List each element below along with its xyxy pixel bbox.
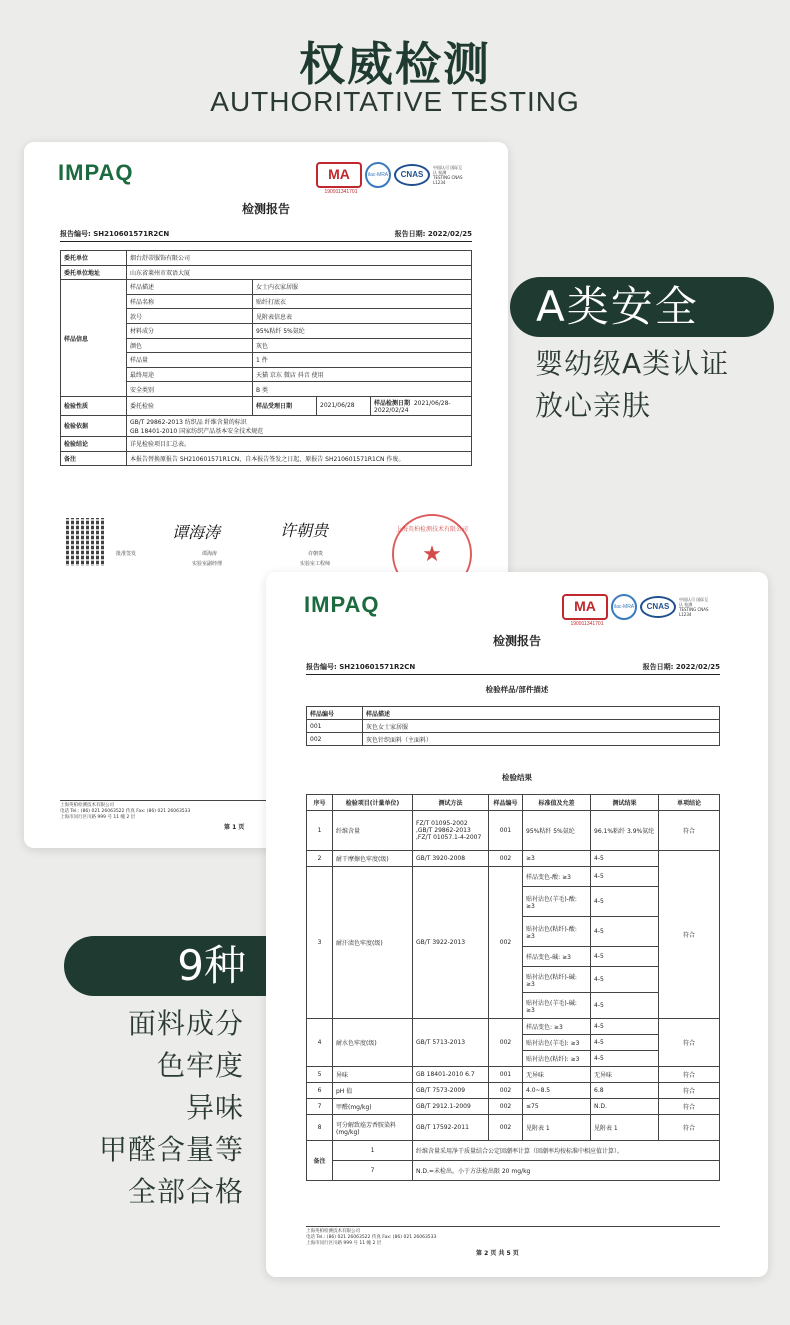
cell: 符合 xyxy=(659,851,720,1019)
cell: 002 xyxy=(489,1115,523,1141)
report-meta xyxy=(60,229,472,242)
cell: 颜色 xyxy=(127,338,253,353)
a-class-line-2: 放心亲肤 xyxy=(535,389,652,422)
nine-items-line-2: 色牢度 xyxy=(156,1049,244,1082)
cell: 4 xyxy=(307,1019,333,1067)
cell: 检验结论 xyxy=(61,436,127,451)
cell: GB/T 17592-2011 xyxy=(413,1115,489,1141)
cell: 详见检验项目汇总表。 xyxy=(127,436,472,451)
cell: N.D.=未检出，小于方法检出限 20 mg/kg xyxy=(413,1161,720,1181)
report-number: 报告编号: SH210601571R2CN xyxy=(306,663,416,671)
cell: 2021/06/28 xyxy=(317,396,371,415)
cell: 样品受理日期 xyxy=(253,396,317,415)
cell: 委托检验 xyxy=(127,396,253,415)
cell: 款号 xyxy=(127,309,253,324)
impaq-logo: IMPAQ xyxy=(58,160,134,185)
cell: 95%粘纤 5%氨纶 xyxy=(523,811,591,851)
cell: 贴衬沾色(羊毛)-碱: ≥3 xyxy=(523,993,591,1019)
cell: 灰色针织面料（主面料） xyxy=(363,733,720,746)
cell: 002 xyxy=(489,1083,523,1099)
cell: 002 xyxy=(307,733,363,746)
page-title: 权威检测 xyxy=(299,37,491,91)
cell: 检验性质 xyxy=(61,396,127,415)
cell: 贴衬沾色(羊毛): ≥3 xyxy=(523,1035,591,1051)
report-info-table xyxy=(60,250,472,466)
cell: 备注 xyxy=(307,1141,333,1181)
cell: 委托单位地址 xyxy=(61,265,127,280)
report-footer xyxy=(306,1226,720,1247)
cell: GB/T 3920-2008 xyxy=(413,851,489,867)
signer-2-role: 实验室工程师 xyxy=(300,561,331,567)
cell: 见附表信息表 xyxy=(253,309,472,324)
cell: 4-5 xyxy=(591,851,659,867)
signature-area xyxy=(60,514,472,574)
cell: 序号 xyxy=(307,795,333,811)
cell: 天猫 京东 微店 抖音 使用 xyxy=(253,367,472,382)
cell: 灰色 xyxy=(253,338,472,353)
a-class-badge: A类安全 xyxy=(510,277,774,337)
nine-items-line-3: 异味 xyxy=(185,1091,244,1124)
signature-2: 许朝贵 xyxy=(280,521,329,540)
cell: 备注 xyxy=(61,451,127,466)
cell: 样品描述 xyxy=(363,707,720,720)
signer-1-role: 实验室副经理 xyxy=(192,561,223,567)
cell: 符合 xyxy=(659,1099,720,1115)
cell: 可分解致癌芳香胺染料(mg/kg) xyxy=(333,1115,413,1141)
cell: 单项结论 xyxy=(659,795,720,811)
cell: 贴衬沾色(粘纤)-碱: ≥3 xyxy=(523,967,591,993)
cell: 符合 xyxy=(659,1083,720,1099)
cell: 女士内衣家居服 xyxy=(253,280,472,295)
certification-marks xyxy=(316,162,463,195)
ilac-mra-icon: ilac-MRA xyxy=(365,162,391,188)
cell: 4-5 xyxy=(591,867,659,887)
cell: 002 xyxy=(489,1099,523,1115)
stamp-star-icon: ★ xyxy=(422,542,442,567)
cell: 纤维含量 xyxy=(333,811,413,851)
cell: 无异味 xyxy=(523,1067,591,1083)
cell: 5 xyxy=(307,1067,333,1083)
cell: 4-5 xyxy=(591,887,659,917)
cell: 样品量 xyxy=(127,353,253,368)
signer-2-name: 许朝贵 xyxy=(308,551,324,557)
result-section-title: 检验结果 xyxy=(502,773,532,782)
cell: 002 xyxy=(489,851,523,867)
cell: pH 值 xyxy=(333,1083,413,1099)
cell: 1 件 xyxy=(253,353,472,368)
cell: 检验项目(计量单位) xyxy=(333,795,413,811)
cell: 异味 xyxy=(333,1067,413,1083)
cell: 4-5 xyxy=(591,1019,659,1035)
ilac-mra-icon: ilac-MRA xyxy=(611,594,637,620)
cell: FZ/T 01095-2002 ,GB/T 29862-2013 ,FZ/T 01057.1-4-2007 xyxy=(413,811,489,851)
cell: 4-5 xyxy=(591,1051,659,1067)
cell: 标准值及允差 xyxy=(523,795,591,811)
cell: 6.8 xyxy=(591,1083,659,1099)
nine-items-badge: 9种 xyxy=(64,936,266,996)
cell: 95%粘纤 5%氨纶 xyxy=(253,323,472,338)
test-date-label: 样品检测日期 xyxy=(374,399,411,407)
cell: 委托单位 xyxy=(61,251,127,266)
cell: GB/T 3922-2013 xyxy=(413,867,489,1019)
cell: 无异味 xyxy=(591,1067,659,1083)
impaq-logo: IMPAQ xyxy=(304,592,380,617)
cell xyxy=(371,396,472,415)
cell: B 类 xyxy=(253,382,472,397)
page-subtitle: AUTHORITATIVE TESTING xyxy=(210,86,580,117)
basis-line-2: GB 18401-2010 国家纺织产品基本安全技术规范 xyxy=(130,427,264,435)
cell: 山东省莱州市双语大厦 xyxy=(127,265,472,280)
cell: 1 xyxy=(333,1141,413,1161)
cma-mark-icon: MA 190911341701 xyxy=(562,594,608,620)
cell: 样品变色-酸: ≥3 xyxy=(523,867,591,887)
cell: GB 18401-2010 6.7 xyxy=(413,1067,489,1083)
cell: 样品描述 xyxy=(127,280,253,295)
cnas-mark-icon: CNAS xyxy=(640,596,676,618)
cell: 7 xyxy=(333,1161,413,1181)
nine-items-line-5: 全部合格 xyxy=(127,1175,244,1208)
cell: 甲醛(mg/kg) xyxy=(333,1099,413,1115)
cnas-text: 中国认可 国际互认 检测 TESTING CNAS L1234 xyxy=(679,597,709,617)
cell: 安全类别 xyxy=(127,382,253,397)
footer-line: 电话 Tel.: (86) 021 26063522 传真 Fax: (86) 021 26063533 xyxy=(60,809,191,814)
cell: 1 xyxy=(307,811,333,851)
cell: 见附表 1 xyxy=(523,1115,591,1141)
cell: 见附表 1 xyxy=(591,1115,659,1141)
cell: 96.1%粘纤 3.9%氨纶 xyxy=(591,811,659,851)
signer-1-name: 谭海涛 xyxy=(202,551,218,557)
report-meta xyxy=(306,662,720,675)
cell: 4-5 xyxy=(591,967,659,993)
nine-items-line-4: 甲醛含量等 xyxy=(98,1133,244,1166)
cell: 4-5 xyxy=(591,947,659,967)
cell: 测试结果 xyxy=(591,795,659,811)
basis-line-1: GB/T 29862-2013 纺织品 纤维含量的标识 xyxy=(130,418,247,426)
cell: 2 xyxy=(307,851,333,867)
cell: 测试方法 xyxy=(413,795,489,811)
page-number: 第 1 页 xyxy=(224,824,245,831)
cell: 最终用途 xyxy=(127,367,253,382)
cell: 符合 xyxy=(659,1019,720,1067)
cell: 3 xyxy=(307,867,333,1019)
approve-label: 批准签发 xyxy=(116,551,137,557)
footer-line: 电话 Tel.: (86) 021 26063522 传真 Fax: (86) 021 26063533 xyxy=(306,1235,437,1240)
cell: 001 xyxy=(489,1067,523,1083)
cell: 002 xyxy=(489,867,523,1019)
cell: 本报告替换原报告 SH210601571R1CN，自本报告签发之日起，原报告 SH210601571R1CN 作废。 xyxy=(127,451,472,466)
cell: GB/T 7573-2009 xyxy=(413,1083,489,1099)
cell: 样品信息 xyxy=(61,280,127,397)
page-number: 第 2 页 共 5 页 xyxy=(476,1250,519,1257)
cell: 样品变色-碱: ≥3 xyxy=(523,947,591,967)
cma-mark-icon: MA 190911341701 xyxy=(316,162,362,188)
cnas-text: 中国认可 国际互认 检测 TESTING CNAS L1234 xyxy=(433,165,463,185)
cell: 符合 xyxy=(659,811,720,851)
stamp-top-text: 上海英柏检测技术有限公司 xyxy=(395,526,468,533)
cell: 样品变色: ≥3 xyxy=(523,1019,591,1035)
cell: 贴衬沾色(羊毛)-酸: ≥3 xyxy=(523,887,591,917)
cell: ≤75 xyxy=(523,1099,591,1115)
cell: 耐水色牢度(级) xyxy=(333,1019,413,1067)
cell: 符合 xyxy=(659,1067,720,1083)
cell: 4-5 xyxy=(591,1035,659,1051)
report-page-2 xyxy=(266,572,768,1277)
test-date: 2021/06/28-2022/02/24 xyxy=(374,399,451,414)
cell: 4.0~8.5 xyxy=(523,1083,591,1099)
result-table xyxy=(306,794,720,1181)
report-date: 报告日期: 2022/02/25 xyxy=(394,230,472,238)
cell: 6 xyxy=(307,1083,333,1099)
cell: 纤维含量采用净干质量结合公定回潮率计算（回潮率均按标准中相应值计算）。 xyxy=(413,1141,720,1161)
cell: 样品名称 xyxy=(127,294,253,309)
cnas-mark-icon: CNAS xyxy=(394,164,430,186)
cell xyxy=(127,415,472,436)
a-class-line-1: 婴幼级A类认证 xyxy=(535,347,730,380)
cell: 002 xyxy=(489,1019,523,1067)
cell: 贴纤打底衣 xyxy=(253,294,472,309)
report-title: 检测报告 xyxy=(492,634,541,648)
cell: GB/T 5713-2013 xyxy=(413,1019,489,1067)
cell: 耐干摩擦色牢度(级) xyxy=(333,851,413,867)
nine-items-line-1: 面料成分 xyxy=(127,1007,244,1040)
report-title: 检测报告 xyxy=(241,202,290,216)
cell: 4-5 xyxy=(591,993,659,1019)
footer-line: 上海市闵行区川路 999 号 11 幢 2 层 xyxy=(60,815,136,820)
sample-section-title: 检验样品/部件描述 xyxy=(485,685,549,694)
cell: 烟台舒蒂服饰有限公司 xyxy=(127,251,472,266)
certification-marks xyxy=(562,594,709,627)
cell: 贴衬沾色(粘纤)-酸: ≥3 xyxy=(523,917,591,947)
cell: N.D. xyxy=(591,1099,659,1115)
cell: 灰色女士家居服 xyxy=(363,720,720,733)
signature-1: 谭海涛 xyxy=(172,523,221,542)
qr-code-icon xyxy=(66,518,104,566)
footer-line: 上海英柏检测技术有限公司 xyxy=(60,803,114,808)
cell: 符合 xyxy=(659,1115,720,1141)
cell: 耐汗渍色牢度(级) xyxy=(333,867,413,1019)
cell: 001 xyxy=(307,720,363,733)
report-number: 报告编号: SH210601571R2CN xyxy=(60,230,170,238)
cell: 8 xyxy=(307,1115,333,1141)
cell: 贴衬沾色(粘纤): ≥3 xyxy=(523,1051,591,1067)
cell: 7 xyxy=(307,1099,333,1115)
cell: 材料成分 xyxy=(127,323,253,338)
cell: 检验依据 xyxy=(61,415,127,436)
report-date: 报告日期: 2022/02/25 xyxy=(642,663,720,671)
cell: 001 xyxy=(489,811,523,851)
cell: ≥3 xyxy=(523,851,591,867)
cell: 4-5 xyxy=(591,917,659,947)
cell: GB/T 2912.1-2009 xyxy=(413,1099,489,1115)
sample-table xyxy=(306,706,720,746)
footer-line: 上海市闵行区川路 999 号 11 幢 2 层 xyxy=(306,1241,382,1246)
footer-line: 上海英柏检测技术有限公司 xyxy=(306,1229,360,1234)
cell: 样品编号 xyxy=(307,707,363,720)
cell: 样品编号 xyxy=(489,795,523,811)
